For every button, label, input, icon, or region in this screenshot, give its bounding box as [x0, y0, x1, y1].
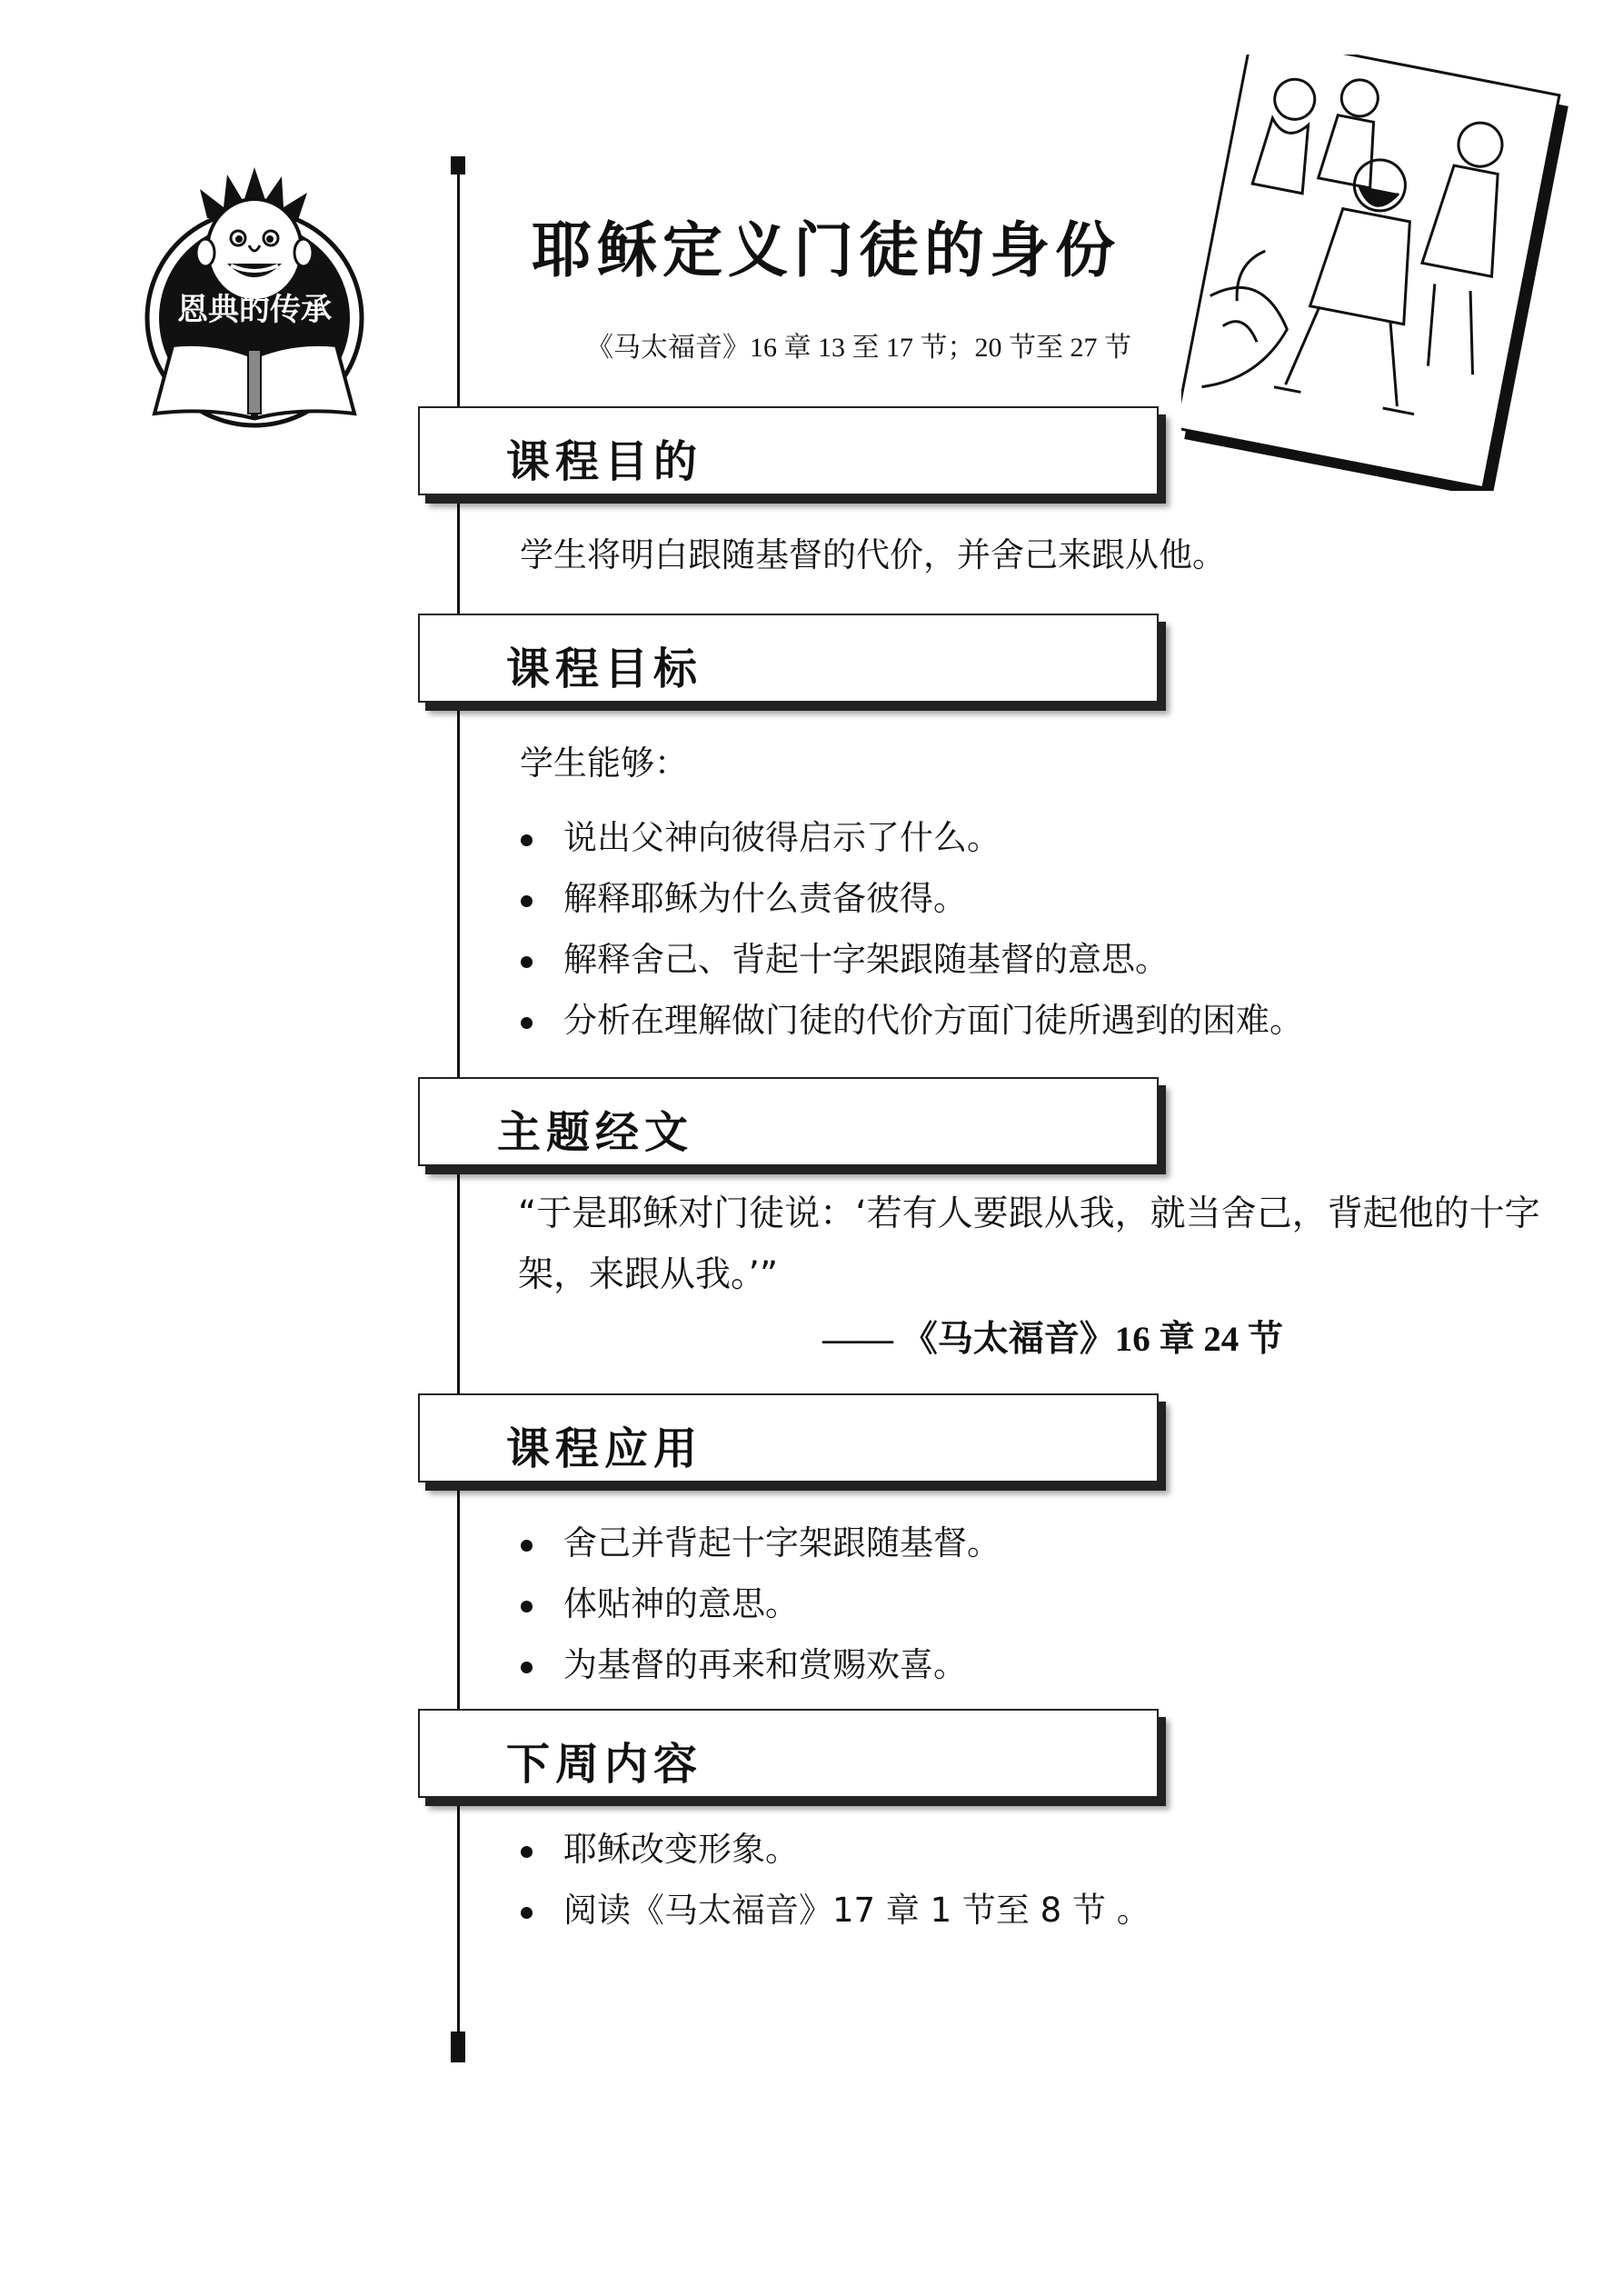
scripture-reference: 《马太福音》16 章 13 至 17 节；20 节至 27 节: [586, 333, 1131, 363]
key-verse-reference: —— 《马太福音》16 章 24 节: [822, 1320, 1284, 1359]
grace-heritage-logo: [136, 155, 391, 454]
section-header-next-week: [418, 1709, 1159, 1798]
list-item: 舍己并背起十字架跟随基督。: [513, 1516, 1001, 1577]
section-header-key-verse: [418, 1077, 1159, 1166]
list-item: 解释舍己、背起十字架跟随基督的意思。: [513, 933, 1303, 993]
timeline-bottom-cap: [451, 2031, 465, 2062]
section-heading: 课程目标: [506, 644, 703, 694]
key-verse-text: “于是耶稣对门徒说：‘若有人要跟从我，就当舍己，背起他的十字架，来跟从我。’”: [518, 1193, 1540, 1295]
section-header-objectives: [418, 614, 1159, 703]
section-heading: 课程目的: [506, 436, 703, 487]
list-item: 体贴神的意思。: [513, 1577, 1001, 1638]
next-week-list: [513, 1822, 1150, 1944]
section-heading: 下周内容: [506, 1739, 703, 1790]
logo-text: 恩典的传承: [177, 292, 332, 328]
objectives-list: [513, 811, 1303, 1054]
list-item: 说出父神向彼得启示了什么。: [513, 811, 1303, 872]
disciples-illustration: [1181, 55, 1572, 491]
purpose-text: 学生将明白跟随基督的代价，并舍己来跟从他。: [520, 535, 1226, 574]
objectives-intro: 学生能够：: [520, 744, 688, 783]
list-item: 分析在理解做门徒的代价方面门徒所遇到的困难。: [513, 993, 1303, 1054]
application-list: [513, 1516, 1001, 1699]
section-heading: 课程应用: [506, 1423, 703, 1474]
lesson-title: 耶稣定义门徒的身份: [532, 215, 1120, 285]
list-item: 耶稣改变形象。: [513, 1822, 1150, 1883]
list-item: 阅读《马太福音》17 章 1 节至 8 节 。: [513, 1883, 1150, 1944]
section-header-application: [418, 1393, 1159, 1482]
list-item: 为基督的再来和赏赐欢喜。: [513, 1638, 1001, 1699]
section-heading: 主题经文: [497, 1107, 694, 1158]
section-header-purpose: [418, 406, 1159, 495]
list-item: 解释耶稣为什么责备彼得。: [513, 872, 1303, 933]
timeline-top-cap: [451, 156, 465, 175]
